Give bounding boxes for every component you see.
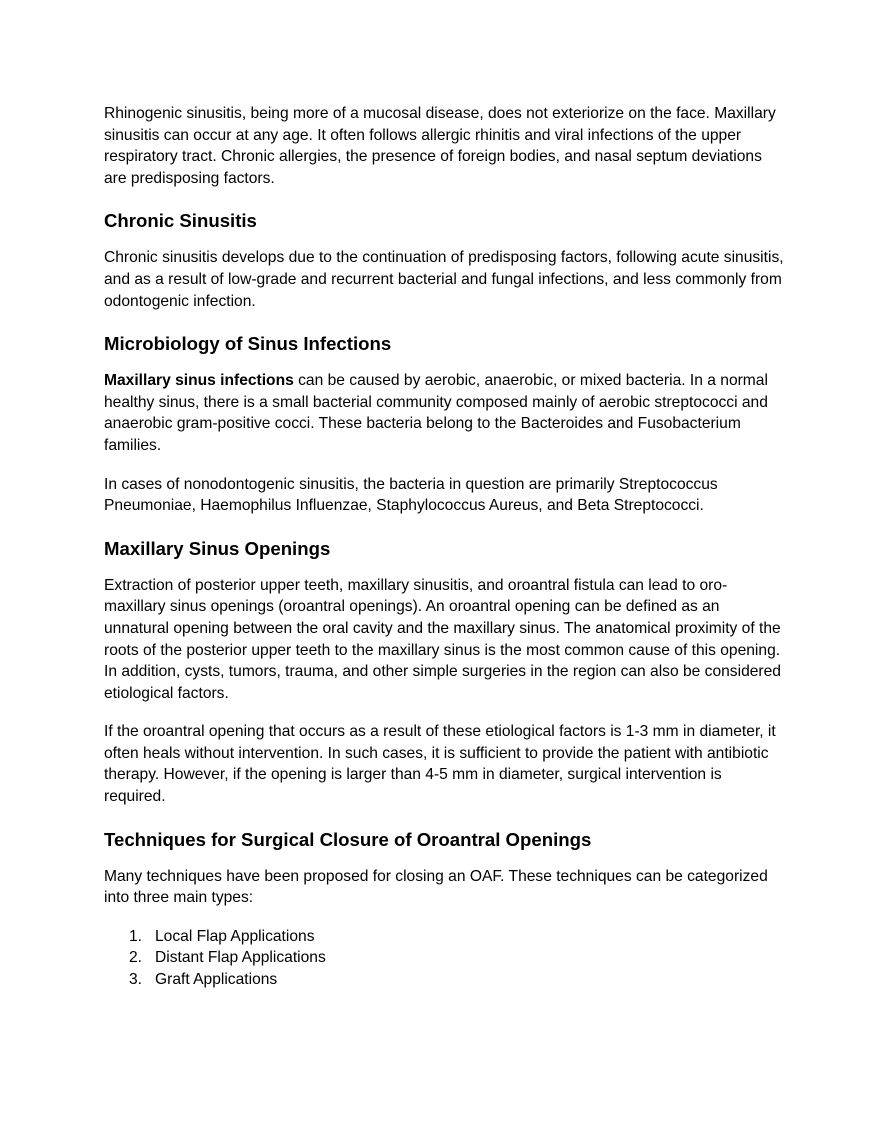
list-text: Local Flap Applications — [155, 927, 315, 945]
list-number: 3. — [129, 971, 143, 989]
list-number: 2. — [129, 949, 143, 967]
list-text: Distant Flap Applications — [155, 949, 326, 967]
techniques-list — [104, 926, 784, 991]
microbiology-text: can be caused by aerobic, anaerobic, or mixed bacteria. In a normal healthy sinus, there is a small bacterial community composed mainly of aerobic streptococci and anaerobic gram-positive cocci. These bacteria belong to the Bacteroides and Fusobacterium families. — [104, 372, 768, 454]
techniques-paragraph: Many techniques have been proposed for closing an OAF. These techniques can be categorized into three main types: — [104, 867, 768, 907]
list-item — [104, 947, 784, 969]
list-item — [104, 926, 784, 948]
heading-techniques: Techniques for Surgical Closure of Oroantral Openings — [104, 828, 592, 850]
bold-term: Maxillary sinus infections — [104, 372, 294, 390]
document-page — [104, 103, 784, 991]
heading-sinus-openings: Maxillary Sinus Openings — [104, 537, 331, 559]
intro-paragraph: Rhinogenic sinusitis, being more of a mucosal disease, does not exteriorize on the face. Maxillary sinusitis can occur at any age. It often follows allergic rhinitis and viral infections of the upper respiratory tract. Chronic allergies, the presence of foreign bodies, and nasal septum deviations are predisposing factors. — [104, 105, 776, 187]
microbiology-paragraph — [104, 370, 784, 456]
openings-paragraph-2: If the oroantral opening that occurs as a result of these etiological factors is 1-3 mm in diameter, it often heals without intervention. In such cases, it is sufficient to provide the patient with antibiotic therapy. However, if the opening is larger than 4-5 mm in diameter, surgical intervention is required. — [104, 723, 776, 806]
chronic-paragraph: Chronic sinusitis develops due to the continuation of predisposing factors, following acute sinusitis, and as a result of low-grade and recurrent bacterial and fungal infections, and less commonly from odontogenic infection. — [104, 249, 784, 310]
list-item — [104, 969, 784, 991]
list-text: Graft Applications — [155, 971, 278, 989]
list-number: 1. — [129, 927, 143, 945]
heading-chronic-sinusitis: Chronic Sinusitis — [104, 210, 257, 232]
nonodontogenic-paragraph: In cases of nonodontogenic sinusitis, the bacteria in question are primarily Streptococcus Pneumoniae, Haemophilus Influenzae, Staphylococcus Aureus, and Beta Streptococci. — [104, 475, 718, 515]
heading-microbiology: Microbiology of Sinus Infections — [104, 333, 392, 355]
openings-paragraph-1: Extraction of posterior upper teeth, maxillary sinusitis, and oroantral fistula can lead to oro-maxillary sinus openings (oroantral openings). An oroantral opening can be defined as an unnatural opening between the oral cavity and the maxillary sinus. The anatomical proximity of the roots of the posterior upper teeth to the maxillary sinus is the most common cause of this opening. In addition, cysts, tumors, trauma, and other simple surgeries in the region can also be considered etiological factors. — [104, 576, 781, 702]
